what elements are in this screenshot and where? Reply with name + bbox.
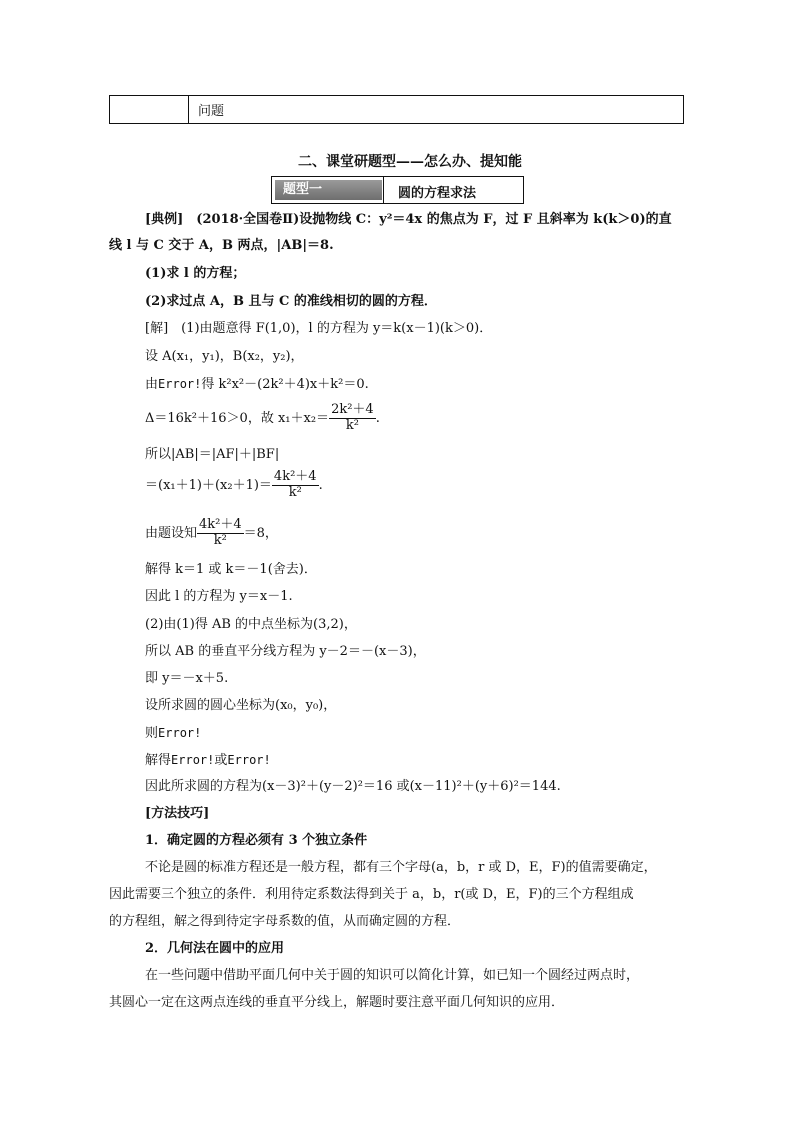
text-fragment: 得 k²x²－(2k²＋4)x＋k²＝0. [201,377,369,392]
solution-line-10: (2)由(1)得 AB 的中点坐标为(3,2)， [145,617,357,632]
fraction-denominator: k² [345,417,359,433]
error-placeholder: Error! [158,726,202,740]
fraction-numerator: 4k²＋4 [273,469,317,484]
method-point-1-line-3: 的方程组，解之得到待定字母系数的值，从而确定圆的方程． [109,914,461,929]
fraction-denominator: k² [288,484,302,500]
method-point-1-line-1: 不论是圆的标准方程还是一般方程，都有三个字母(a，b，r 或 D，E，F)的值需要确定， [145,860,657,875]
text-fragment: ＝8， [243,525,278,541]
solution-line-5: 所以|AB|＝|AF|＋|BF| [145,447,280,462]
solution-line-2: 设 A(x₁，y₁)，B(x₂，y₂)， [145,349,304,364]
solution-line-1: [解] (1)由题意得 F(1,0)，l 的方程为 y＝k(x－1)(k＞0)． [145,321,493,336]
table-divider [188,96,189,123]
text-fragment: 或 [214,753,228,768]
solution-line-14 [145,724,201,743]
solution-line-4 [145,403,380,434]
solution-line-6 [145,470,323,501]
text-fragment: 由 [145,377,159,392]
text-fragment: Δ＝16k²＋16＞0，故 x₁＋x₂＝ [145,410,330,426]
text-fragment: ＝(x₁＋1)＋(x₂＋1)＝ [145,477,272,493]
table-cell-text: 问题 [198,104,225,119]
solution-line-3 [145,375,369,394]
solution-line-9: 因此 l 的方程为 y＝x－1. [145,589,293,604]
section-title: 二、课堂研题型——怎么办、提知能 [298,154,522,170]
text-fragment: . [318,477,323,493]
solution-line-15 [145,751,271,770]
error-placeholder: Error! [171,753,215,767]
topic-tag: 题型一 [275,180,382,200]
topic-label: 圆的方程求法 [398,186,477,201]
method-point-1-title: 1．确定圆的方程必须有 3 个独立条件 [145,833,368,848]
top-table [109,95,684,124]
fraction-denominator: k² [213,532,227,548]
method-point-2-title: 2．几何法在圆中的应用 [145,941,285,956]
example-line-2: 线 l 与 C 交于 A，B 两点，|AB|＝8. [109,238,334,253]
solution-line-8: 解得 k＝1 或 k＝－1(舍去)． [145,562,317,577]
question-1: (1)求 l 的方程； [145,266,246,281]
topic-box [271,176,524,204]
text-fragment: 则 [145,726,159,741]
fraction [197,518,244,549]
topic-divider [383,177,384,203]
error-placeholder: Error! [227,753,271,767]
solution-line-13: 设所求圆的圆心坐标为(x₀，y₀)， [145,698,337,713]
text-fragment: 由题设知 [145,525,198,541]
fraction [272,470,319,501]
solution-line-12: 即 y＝－x＋5. [145,671,229,686]
fraction [329,403,376,434]
method-heading: [方法技巧] [145,806,210,821]
solution-line-7 [145,518,278,549]
error-placeholder: Error! [158,377,202,391]
solution-line-16: 因此所求圆的方程为(x－3)²＋(y－2)²＝16 或(x－11)²＋(y＋6)²＝144. [145,779,561,794]
solution-line-11: 所以 AB 的垂直平分线方程为 y－2＝－(x－3)， [145,644,426,659]
question-2: (2)求过点 A，B 且与 C 的准线相切的圆的方程． [145,294,437,309]
text-fragment: 解得 [145,753,172,768]
example-line-1: [典例] (2018·全国卷Ⅱ)设抛物线 C：y²＝4x 的焦点为 F，过 F 且斜率为 k(k＞0)的直 [145,212,672,227]
method-point-2-line-1: 在一些问题中借助平面几何中关于圆的知识可以简化计算，如已知一个圆经过两点时， [145,968,640,983]
fraction-numerator: 4k²＋4 [199,517,242,532]
method-point-1-line-2: 因此需要三个独立的条件．利用待定系数法得到关于 a，b，r(或 D，E，F)的三个方程组成 [109,887,634,902]
text-fragment: . [375,410,380,426]
method-point-2-line-2: 其圆心一定在这两点连线的垂直平分线上，解题时要注意平面几何知识的应用． [109,995,565,1010]
fraction-numerator: 2k²＋4 [331,402,374,417]
